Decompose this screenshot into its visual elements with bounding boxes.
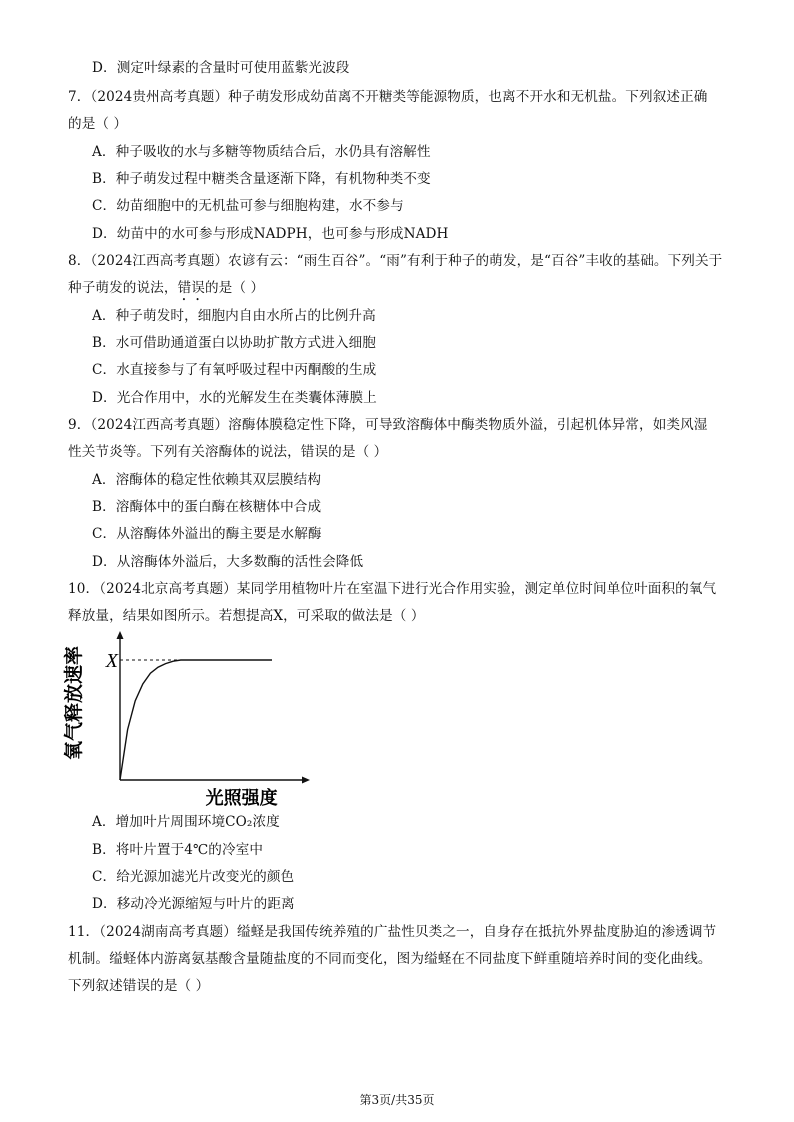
y-axis-label: 氧气释放速率 [63, 645, 85, 760]
x-axis-arrow [302, 777, 310, 784]
q8-stem-line1: 8．（2024江西高考真题）农谚有云：“雨生百谷”。“雨”有利于种子的萌发，是“百谷”丰收的基础。下列关于 [68, 253, 723, 269]
q9-option-a: A．溶酶体的稳定性依赖其双层膜结构 [92, 472, 322, 488]
q11-stem-line1: 11．（2024湖南高考真题）缢蛏是我国传统养殖的广盐性贝类之一，自身存在抵抗外界盐度胁迫的渗透调节 [68, 924, 717, 940]
q11-stem-line2: 机制。缢蛏体内游离氨基酸含量随盐度的不同而变化，图为缢蛏在不同盐度下鲜重随培养时间的变化曲线。 [68, 951, 712, 967]
q7-option-d: D．幼苗中的水可参与形成NADPH，也可参与形成NADH [92, 226, 449, 242]
q8-option-b: B．水可借助通道蛋白以协助扩散方式进入细胞 [92, 335, 376, 351]
q8-option-a: A．种子萌发时，细胞内自由水所占的比例升高 [92, 308, 376, 324]
q9-option-d: D．从溶酶体外溢后，大多数酶的活性会降低 [92, 554, 364, 570]
oxygen-release-chart [63, 628, 316, 809]
q8-option-c: C．水直接参与了有氧呼吸过程中丙酮酸的生成 [92, 362, 377, 378]
q7-option-a: A．种子吸收的水与多糖等物质结合后，水仍具有溶解性 [92, 144, 431, 160]
q9-option-b: B．溶酶体中的蛋白酶在核糖体中合成 [92, 499, 322, 515]
q8-emphasis-error: 错误 [177, 280, 205, 296]
x-axis-label: 光照强度 [205, 788, 278, 809]
q7-stem-line1: 7．（2024贵州高考真题）种子萌发形成幼苗离不开糖类等能源物质，也离不开水和无机盐。下列叙述正确 [68, 89, 708, 105]
plateau-label-x: X [105, 650, 118, 672]
q6-option-d: D．测定叶绿素的含量时可使用蓝紫光波段 [92, 60, 350, 76]
q8-stem-line2 [68, 278, 264, 304]
q7-option-b: B．种子萌发过程中糖类含量逐渐下降，有机物种类不变 [92, 171, 431, 187]
y-axis-arrow [117, 631, 124, 639]
q9-option-c: C．从溶酶体外溢出的酶主要是水解酶 [92, 526, 322, 542]
q10-option-c: C．给光源加滤光片改变光的颜色 [92, 869, 295, 885]
q11-stem-line3: 下列叙述错误的是（ ） [68, 978, 210, 994]
q8-stem-pre: 种子萌发的说法， [68, 280, 178, 296]
oxygen-release-curve [120, 660, 272, 780]
q9-stem-line2: 性关节炎等。下列有关溶酶体的说法，错误的是（ ） [68, 444, 388, 460]
q7-stem-line2: 的是（ ） [68, 116, 128, 132]
q10-stem-line1: 10．（2024北京高考真题）某同学用植物叶片在室温下进行光合作用实验，测定单位时间单位叶面积的氧气 [68, 581, 717, 597]
q10-option-d: D．移动冷光源缩短与叶片的距离 [92, 896, 295, 912]
page-footer: 第3页/共35页 [359, 1093, 435, 1107]
q8-stem-post: 的是（ ） [204, 280, 265, 296]
q10-option-b: B．将叶片置于4℃的冷室中 [92, 842, 264, 858]
q10-option-a: A．增加叶片周围环境CO₂浓度 [92, 814, 280, 830]
q9-stem-line1: 9．（2024江西高考真题）溶酶体膜稳定性下降，可导致溶酶体中酶类物质外溢，引起机体异常，如类风湿 [68, 417, 708, 433]
q8-option-d: D．光合作用中，水的光解发生在类囊体薄膜上 [92, 390, 377, 406]
q10-stem-line2: 释放量，结果如图所示。若想提高X，可采取的做法是（ ） [68, 608, 425, 624]
q7-option-c: C．幼苗细胞中的无机盐可参与细胞构建，水不参与 [92, 198, 404, 214]
